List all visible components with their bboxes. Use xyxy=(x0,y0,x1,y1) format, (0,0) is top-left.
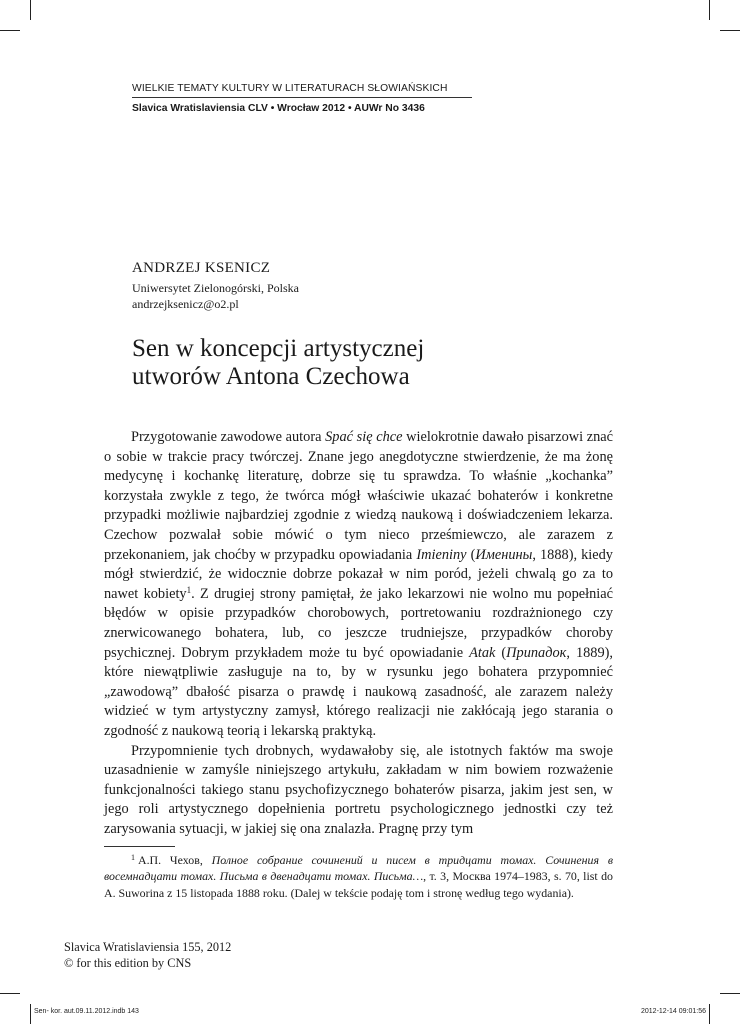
crop-mark xyxy=(0,993,20,994)
title-line: Sen w koncepcji artystycznej xyxy=(132,335,425,362)
crop-mark xyxy=(0,30,20,31)
author-affiliation: Uniwersytet Zielonogórski, Polska xyxy=(132,281,299,295)
footnote-number: 1 xyxy=(131,853,135,862)
crop-mark xyxy=(709,1004,710,1024)
copyright-line: © for this edition by CNS xyxy=(64,956,192,970)
print-slug-timestamp: 2012-12-14 09:01:56 xyxy=(641,1008,706,1015)
crop-mark xyxy=(720,993,740,994)
running-header-issue: Slavica Wratislaviensia CLV • Wrocław 2012 • AUWr No 3436 xyxy=(132,103,425,114)
footnote-divider xyxy=(104,846,175,847)
article-title xyxy=(132,335,424,391)
body-paragraph: Przypomnienie tych drobnych, wydawałoby się, ale istotnych faktów ma swoje uzasadnienie w zamyśle niniejszego artykułu, zakładam w nim bowiem rozważenie funkcjonalności takiego stanu psychofizycznego bohaterów pisarza, jakim jest sen, w jego roli artystycznego dopełnienia portretu psychologicznego jednostki czy też zarysowania sytuacji, w jakiej się ona znalazła. Pragnę przy tym xyxy=(104,742,613,837)
crop-mark xyxy=(30,0,31,20)
footnote: $^1$ А.П. Чехов, Полное собрание сочинений и писем в тридцати томах. Сочинения в восемнадцати томах. Письма в двенадцати томах. Письма…, т. 3, Москва 1974–1983, s. 70, list do A. Suworina z 15 listopada 1888 roku. (Dalej w tekście podaję tom i stronę według tego wydania). xyxy=(104,853,613,900)
crop-mark xyxy=(30,1004,31,1024)
article-body xyxy=(104,428,613,839)
author-email: andrzejksenicz@o2.pl xyxy=(132,297,239,311)
running-header-series: WIELKIE TEMATY KULTURY W LITERATURACH SŁOWIAŃSKICH xyxy=(132,83,448,94)
journal-line: Slavica Wratislaviensia 155, 2012 xyxy=(64,940,232,954)
print-slug-file: Sen- kor. aut.09.11.2012.indb 143 xyxy=(34,1008,139,1015)
header-divider xyxy=(132,97,472,98)
crop-mark xyxy=(709,0,710,20)
author-name: ANDRZEJ KSENICZ xyxy=(132,260,271,276)
crop-mark xyxy=(720,30,740,31)
body-paragraph: Przygotowanie zawodowe autora Spać się chce wielokrotnie dawało pisarzowi znać o sobie w trakcie pracy twórczej. Znane jego anegdotyczne stwierdzenie, że ma żonę medycynę i kochankę literaturę, dobrze się tu sprawdza. To właśnie „kochanka” korzystała zwykle z tego, że twórca mógł właściwie ukazać bohaterów i konkretne przypadki możliwie najbardziej zgodnie z wiedzą naukową i doświadczeniem lekarza. Czechow pozwalał sobie mówić o tym nieco prześmiewczo, ale zarazem z przekonaniem, jak choćby w przypadku opowiadania Imieniny (Именины, 1888), kiedy mógł stwierdzić, że widocznie dobrze pokazał w nim poród, jeżeli chwalą go za to nawet kobiety$^1$. Z drugiej strony pamiętał, że jako lekarzowi nie wolno mu popełniać błędów w opisie przypadków chorobowych, portretowaniu rozdrażnionego czy znerwicowanego bohatera, lub, co jeszcze trudniejsze, przypadków choroby psychicznej. Dobrym przykładem może tu być opowiadanie Atak (Припадок, 1889), które niewątpliwie zasługuje na to, by w rysunku jego bohatera przypomnieć „zawodową” dbałość pisarza o prawdę i naukową zasadność, ale zarazem należy widzieć w tym artystyczny zamysł, którego realizacji nie zakłócają jego starania o zgodność z naukową teorią i lekarską praktyką. xyxy=(104,429,614,739)
footnote-ref[interactable]: 1 xyxy=(186,584,192,595)
journal-imprint xyxy=(64,939,231,971)
title-line: utworów Antona Czechowa xyxy=(132,363,410,390)
